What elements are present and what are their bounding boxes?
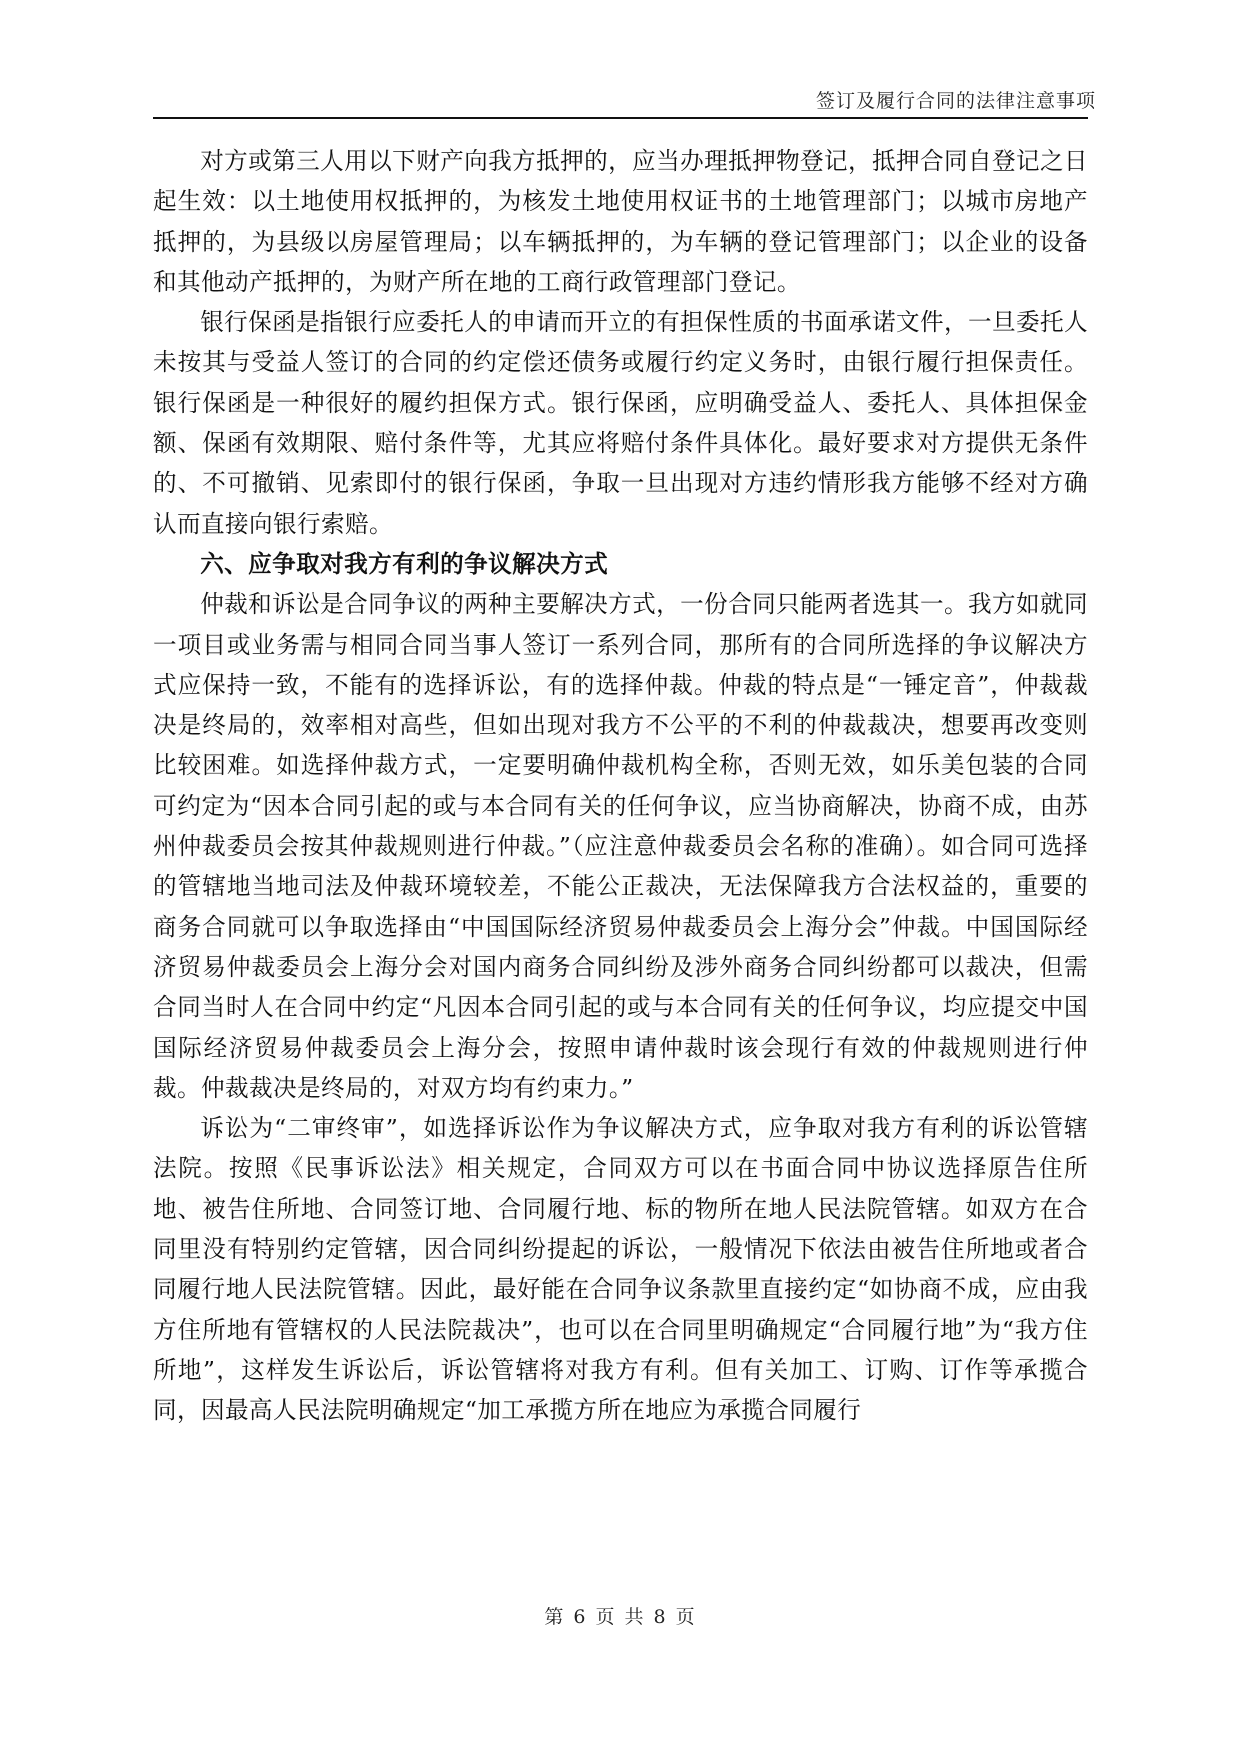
section-heading-dispute-resolution: 六、应争取对我方有利的争议解决方式: [200, 549, 609, 578]
paragraph-mortgage-registration: 对方或第三人用以下财产向我方抵押的，应当办理抵押物登记，抵押合同自登记之日起生效：以土地使用权抵押的，为核发土地使用权证书的土地管理部门；以城市房地产抵押的，为县级以房屋管理局；以车辆抵押的，为车辆的登记管理部门；以企业的设备和其他动产抵押的，为财产所在地的工商行政管理部门登记。: [153, 147, 1088, 296]
paragraph-litigation: 诉讼为“二审终审”，如选择诉讼作为争议解决方式，应争取对我方有利的诉讼管辖法院。按照《民事诉讼法》相关规定，合同双方可以在书面合同中协议选择原告住所地、被告住所地、合同签订地、合同履行地、标的物所在地人民法院管辖。如双方在合同里没有特别约定管辖，因合同纠纷提起的诉讼，一般情况下依法由被告住所地或者合同履行地人民法院管辖。因此，最好能在合同争议条款里直接约定“如协商不成，应由我方住所地有管辖权的人民法院裁决”，也可以在合同里明确规定“合同履行地”为“我方住所地”，这样发生诉讼后，诉讼管辖将对我方有利。但有关加工、订购、订作等承揽合同，因最高人民法院明确规定“加工承揽方所在地应为承揽合同履行: [153, 1114, 1088, 1425]
paragraph-arbitration: 仲裁和诉讼是合同争议的两种主要解决方式，一份合同只能两者选其一。我方如就同一项目或业务需与相同合同当事人签订一系列合同，那所有的合同所选择的争议解决方式应保持一致，不能有的选择诉讼，有的选择仲裁。仲裁的特点是“一锤定音”，仲裁裁决是终局的，效率相对高些，但如出现对我方不公平的不利的仲裁裁决，想要再改变则比较困难。如选择仲裁方式，一定要明确仲裁机构全称，否则无效，如乐美包装的合同可约定为“因本合同引起的或与本合同有关的任何争议，应当协商解决，协商不成，由苏州仲裁委员会按其仲裁规则进行仲裁。”（应注意仲裁委员会名称的准确）。如合同可选择的管辖地当地司法及仲裁环境较差，不能公正裁决，无法保障我方合法权益的，重要的商务合同就可以争取选择由“中国国际经济贸易仲裁委员会上海分会”仲裁。中国国际经济贸易仲裁委员会上海分会对国内商务合同纠纷及涉外商务合同纠纷都可以裁决，但需合同当时人在合同中约定“凡因本合同引起的或与本合同有关的任何争议，均应提交中国国际经济贸易仲裁委员会上海分会，按照申请仲裁时该会现行有效的仲裁规则进行仲裁。仲裁裁决是终局的，对双方均有约束力。”: [153, 590, 1088, 1102]
document-body: [153, 141, 1088, 1431]
paragraph-bank-guarantee: 银行保函是指银行应委托人的申请而开立的有担保性质的书面承诺文件，一旦委托人未按其与受益人签订的合同的约定偿还债务或履行约定义务时，由银行履行担保责任。银行保函是一种很好的履约担保方式。银行保函，应明确受益人、委托人、具体担保金额、保函有效期限、赔付条件等，尤其应将赔付条件具体化。最好要求对方提供无条件的、不可撤销、见索即付的银行保函，争取一旦出现对方违约情形我方能够不经对方确认而直接向银行索赔。: [153, 308, 1088, 538]
running-header: 签订及履行合同的法律注意事项: [815, 90, 1096, 112]
header-divider: [153, 117, 1088, 119]
page-number: 第 6 页 共 8 页: [544, 1606, 697, 1628]
